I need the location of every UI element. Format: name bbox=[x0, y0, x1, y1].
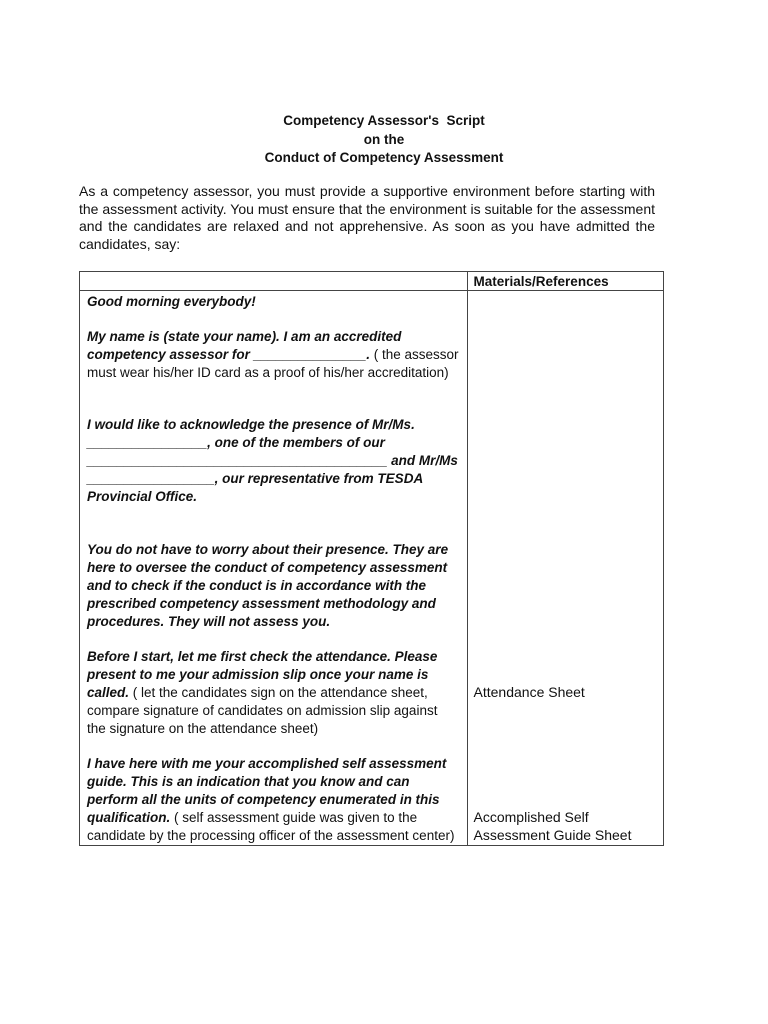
title-line-1: Competency Assessor's Script bbox=[283, 113, 485, 128]
self-introduction-note: ( the assessor must wear his/her ID card as a proof of his/her accreditation) bbox=[87, 347, 459, 380]
self-introduction-bold: My name is (state your name). I am an accredited competency assessor for _______________. bbox=[87, 329, 402, 362]
title-line-3: Conduct of Competency Assessment bbox=[264, 150, 504, 165]
materials-header: Materials/References bbox=[467, 272, 663, 291]
script-table bbox=[79, 271, 664, 846]
self-assessment-note: ( self assessment guide was given to the candidate by the processing officer of the assessment center) bbox=[87, 810, 455, 843]
material-attendance-sheet: Attendance Sheet bbox=[473, 684, 585, 700]
greeting-text: Good morning everybody! bbox=[87, 294, 256, 309]
attendance-note: ( let the candidates sign on the attendance sheet, compare signature of candidates on admission slip against the signature on the attendance sheet) bbox=[87, 685, 438, 736]
self-assessment-bold: I have here with me your accomplished self assessment guide. This is an indication that you know and can perform all the units of competency enumerated in this qualification. bbox=[87, 756, 447, 825]
materials-cell bbox=[467, 291, 663, 846]
attendance-bold: Before I start, let me first check the attendance. Please present to me your admission slip once your name is called. bbox=[87, 649, 438, 700]
attendance-instruction bbox=[87, 648, 459, 738]
header-left-cell bbox=[80, 272, 468, 291]
reassure-text: You do not have to worry about their presence. They are here to oversee the conduct of competency assessment and to check if the conduct is in accordance with the prescribed competency assessment methodology and procedures. They will not assess you. bbox=[87, 542, 449, 629]
acknowledge-text: I would like to acknowledge the presence of Mr/Ms. ________________, one of the members of our ________________________________________ and Mr/Ms _________________, our representative from TESDA Provincial Office. bbox=[87, 417, 458, 504]
material-self-assessment-guide: Accomplished Self Assessment Guide Sheet bbox=[473, 809, 632, 843]
title-line-2: on the bbox=[363, 131, 405, 147]
self-assessment-instruction bbox=[87, 755, 459, 845]
table-header-row bbox=[80, 272, 664, 291]
intro-paragraph: As a competency assessor, you must provide a supportive environment before starting with the assessment activity. You must ensure that the environment is suitable for the assessment and the candidates are relaxed and not apprehensive. As soon as you have admitted the candidates, say: bbox=[79, 183, 655, 252]
document-title bbox=[0, 112, 768, 168]
table-body-row bbox=[80, 291, 664, 846]
script-cell bbox=[80, 291, 468, 846]
self-introduction bbox=[87, 328, 459, 382]
